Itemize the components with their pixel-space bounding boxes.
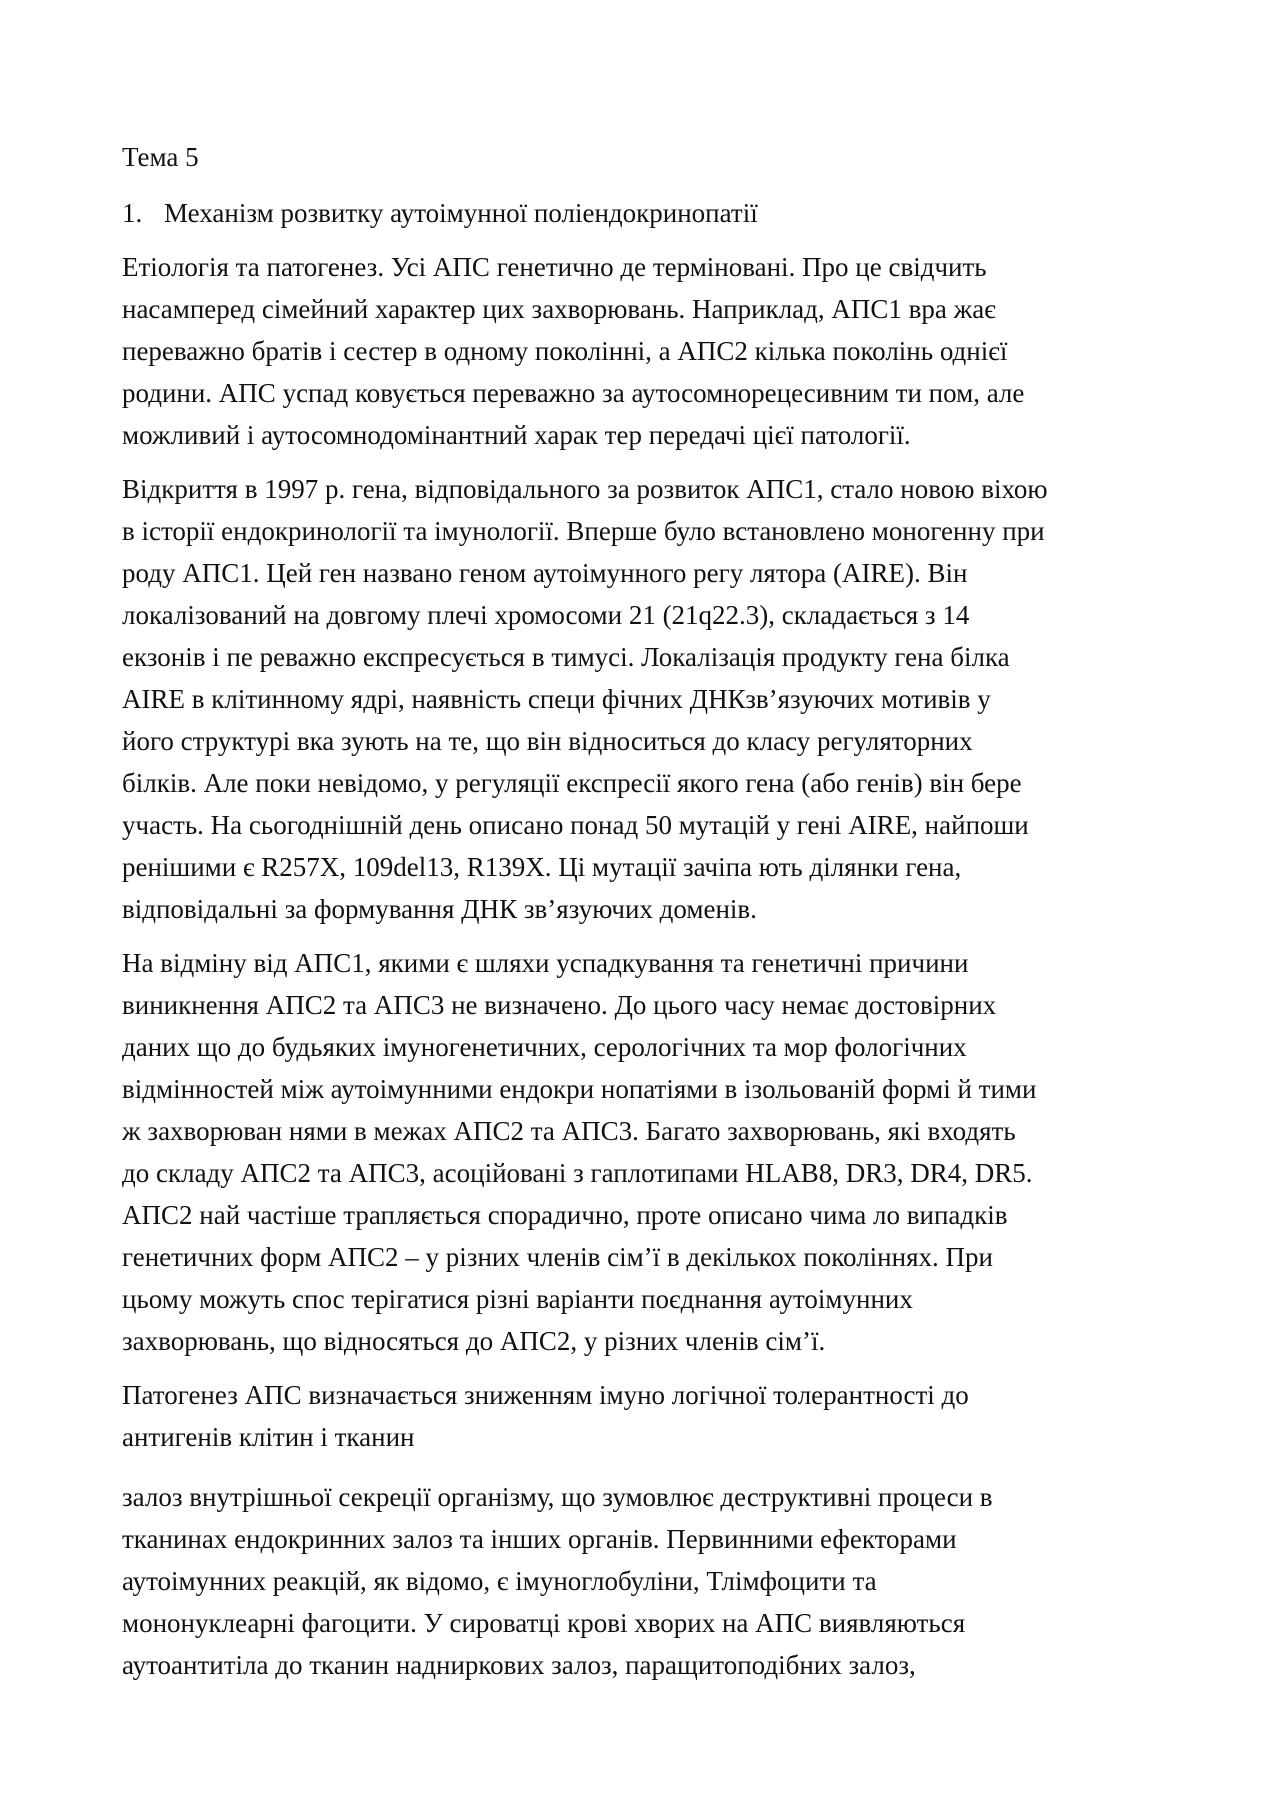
paragraph-aps2-aps3: На відміну від АПС1, якими є шляхи успадкування та генетичні причини виникнення АПС2 та АПС3 не визначено. До цього часу немає достовірних даних що до будьяких імуногенетичних, серологічних та мор фологічних відмінностей між аутоімунними ендокри нопатіями в ізольованій формі й тими ж захворюван нями в межах АПС2 та АПС3. Багато захворювань, які входять до складу АПС2 та АПС3, асоційовані з гаплотипами HLAB8, DR3, DR4, DR5. АПС2 най частіше трапляється спорадично, проте описано чима ло випадків генетичних форм АПС2 – у різних членів сім’ї в декількох поколіннях. При цьому можуть спос терігатися різні варіанти поєднання аутоімунних захворювань, що відносяться до АПС2, у різних членів сім’ї. [122,948,1037,1356]
paragraph-aire-gene: Відкриття в 1997 р. гена, відповідального за розвиток АПС1, стало новою віхою в історії ендокринології та імунології. Вперше було встановлено моногенну при роду АПС1. Цей ген названо геном аутоімунного регу лятора (AIRE). Він локалізований на довгому плечі хромосоми 21 (21q22.3), складається з 14 екзонів і пе реважно експресується в тимусі. Локалізація продукту гена білка AIRE в клітинному ядрі, наявність специ фічних ДНКзв’язуючих мотивів у його структурі вка зують на те, що він відноситься до класу регуляторних білків. Але поки невідомо, у регуляції експресії якого гена (або генів) він бере участь. На сьогоднішній день описано понад 50 мутацій у гені AIRE, найпоши ренішими є R257X, 109del13, R139X. Ці мутації зачіпа ють ділянки гена, відповідальні за формування ДНК зв’язуючих доменів. [122,474,1048,924]
paragraph-pathogenesis: Патогенез АПС визначається зниженням імуно логічної толерантності до антигенів клітин і тканин [122,1380,969,1452]
section-number: 1. [122,198,143,228]
section-heading [122,192,1172,234]
topic-title: Тема 5 [122,142,199,172]
document-page [122,136,1172,1698]
paragraph-etiology: Етіологія та патогенез. Усі АПС генетично де терміновані. Про це свідчить насамперед сімейний характер цих захворювань. Наприклад, АПС1 вра жає переважно братів і сестер в одному поколінні, а АПС2 кілька поколінь однієї родини. АПС успад ковується переважно за аутосомнорецесивним ти пом, але можливий і аутосомнодомінантний харак тер передачі цієї патології. [122,252,1025,450]
paragraph-continuation: залоз внутрішньої секреції організму, що зумовлює деструктивні процеси в тканинах ендокринних залоз та інших органів. Первинними ефекторами аутоімунних реакцій, як відомо, є імуноглобуліни, Тлімфоцити та мононуклеарні фагоцити. У сироватці крові хворих на АПС виявляються аутоантитіла до тканин надниркових залоз, паращитоподібних залоз, [122,1482,993,1680]
section-title: Механізм розвитку аутоімунної поліендокринопатії [164,198,758,228]
